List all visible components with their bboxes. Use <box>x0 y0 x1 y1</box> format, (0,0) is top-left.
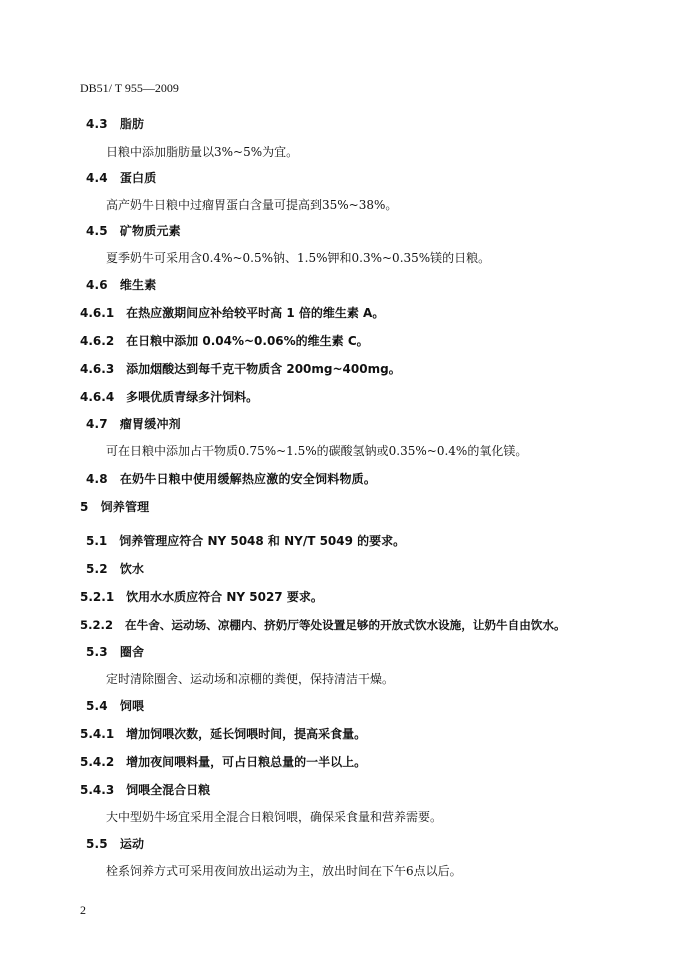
section-number: 4.7 <box>86 417 108 431</box>
section-5-2-2 <box>80 617 566 633</box>
section-title: 矿物质元素 <box>119 224 181 238</box>
section-number: 4.6 <box>86 278 108 292</box>
section-5-3-heading <box>86 644 144 660</box>
section-number: 5.5 <box>86 837 108 851</box>
section-5-5-heading <box>86 836 144 852</box>
section-title: 瘤胃缓冲剂 <box>119 417 181 431</box>
section-number: 5.4 <box>86 699 108 713</box>
section-number: 5.3 <box>86 645 108 659</box>
paragraph: 日粮中添加脂肪量以3%~5%为宜。 <box>106 145 299 159</box>
paragraph: 大中型奶牛场宜采用全混合日粮饲喂，确保采食量和营养需要。 <box>106 810 443 824</box>
section-4-6-2 <box>80 333 369 349</box>
section-text: 在日粮中添加 0.04%~0.06%的维生素 C。 <box>126 334 369 348</box>
section-4-5-heading <box>86 223 181 239</box>
section-number: 4.6.3 <box>80 362 115 376</box>
paragraph: 定时清除圈舍、运动场和凉棚的粪便，保持清洁干燥。 <box>106 672 395 686</box>
paragraph: 可在日粮中添加占干物质0.75%~1.5%的碳酸氢钠或0.35%~0.4%的氧化镁。 <box>106 444 528 458</box>
paragraph: 栓系饲养方式可采用夜间放出运动为主，放出时间在下午6点以后。 <box>106 864 462 878</box>
section-text: 饲喂全混合日粮 <box>126 783 211 797</box>
section-number: 5.4.2 <box>80 755 115 769</box>
section-number: 5.2.1 <box>80 590 115 604</box>
section-4-6-heading <box>86 277 156 293</box>
section-text: 在热应激期间应补给较平时高 1 倍的维生素 A。 <box>126 306 385 320</box>
section-number: 5 <box>80 500 89 514</box>
section-text: 多喂优质青绿多汁饲料。 <box>126 390 259 404</box>
document-code: DB51/ T 955—2009 <box>80 81 179 95</box>
section-number: 5.2 <box>86 562 108 576</box>
section-text: 增加饲喂次数，延长饲喂时间，提高采食量。 <box>126 727 367 741</box>
section-number: 4.6.1 <box>80 306 115 320</box>
paragraph: 夏季奶牛可采用含0.4%~0.5%钠、1.5%钾和0.3%~0.35%镁的日粮。 <box>106 251 491 265</box>
section-5-4-2 <box>80 754 366 770</box>
section-4-4-heading <box>86 170 156 186</box>
section-4-6-1 <box>80 305 384 321</box>
section-title: 饮水 <box>119 562 145 576</box>
section-title: 饲喂 <box>119 699 145 713</box>
section-number: 5.4.3 <box>80 783 115 797</box>
section-5-4-heading <box>86 698 144 714</box>
section-text: 饲养管理应符合 NY 5048 和 NY/T 5049 的要求。 <box>119 534 406 548</box>
section-5-2-1 <box>80 589 323 605</box>
section-5-4-3 <box>80 782 210 798</box>
section-number: 5.1 <box>86 534 108 548</box>
section-title: 脂肪 <box>119 117 145 131</box>
section-number: 4.5 <box>86 224 108 238</box>
section-number: 5.2.2 <box>80 618 114 632</box>
section-title: 在奶牛日粮中使用缓解热应激的安全饲料物质。 <box>119 472 377 486</box>
section-4-8-heading <box>86 471 376 487</box>
section-text: 增加夜间喂料量，可占日粮总量的一半以上。 <box>126 755 367 769</box>
section-4-3-heading <box>86 116 144 132</box>
section-title: 饲养管理 <box>100 500 150 514</box>
section-title: 圈舍 <box>119 645 145 659</box>
page-number: 2 <box>80 903 86 917</box>
section-5-4-1 <box>80 726 366 742</box>
section-5-heading <box>80 499 149 515</box>
section-4-6-3 <box>80 361 401 377</box>
section-number: 4.6.2 <box>80 334 115 348</box>
section-text: 添加烟酸达到每千克干物质含 200mg~400mg。 <box>126 362 401 376</box>
section-text: 在牛舍、运动场、凉棚内、挤奶厅等处设置足够的开放式饮水设施，让奶牛自由饮水。 <box>125 618 566 632</box>
section-number: 4.3 <box>86 117 108 131</box>
section-number: 4.6.4 <box>80 390 115 404</box>
section-title: 蛋白质 <box>119 171 157 185</box>
section-number: 4.8 <box>86 472 108 486</box>
section-text: 饮用水水质应符合 NY 5027 要求。 <box>126 590 323 604</box>
section-title: 运动 <box>119 837 145 851</box>
section-4-6-4 <box>80 389 258 405</box>
section-4-7-heading <box>86 416 181 432</box>
section-5-1 <box>86 533 405 549</box>
section-5-2-heading <box>86 561 144 577</box>
section-title: 维生素 <box>119 278 157 292</box>
section-number: 5.4.1 <box>80 727 115 741</box>
section-number: 4.4 <box>86 171 108 185</box>
paragraph: 高产奶牛日粮中过瘤胃蛋白含量可提高到35%~38%。 <box>106 198 398 212</box>
